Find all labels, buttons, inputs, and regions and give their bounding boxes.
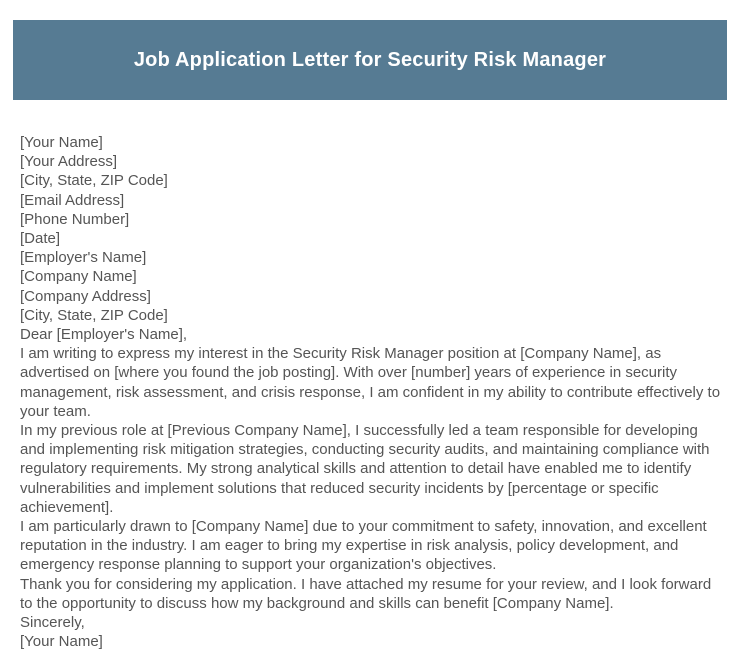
letter-contact-line: [City, State, ZIP Code] [20, 172, 168, 190]
letter-contact-line: [Company Name] [20, 268, 137, 286]
title-banner [13, 20, 727, 100]
letter-closing: Sincerely, [20, 614, 85, 632]
letter-contact-line: [Your Address] [20, 153, 118, 171]
letter-contact-line: [Your Name] [20, 134, 103, 151]
letter-paragraphs [20, 344, 722, 613]
letter-paragraph: Thank you for considering my application. I have attached my resume for your review, and I look forward to the opportunity to discuss how my background and skills can benefit [Company Name]. [20, 575, 712, 612]
letter-contact-line: [City, State, ZIP Code] [20, 306, 168, 324]
letter-contact-block [20, 133, 722, 325]
letter-salutation: Dear [Employer's Name], [20, 326, 188, 344]
letter-paragraph: I am writing to express my interest in the Security Risk Manager position at [Company Name], as advertised on [where you found the job posting]. With over [number] years of experience in security management, risk assessment, and crisis response, I am confident in my ability to contribute effectively to your team. [20, 345, 721, 420]
letter-paragraph: I am particularly drawn to [Company Name] due to your commitment to safety, innovation, and excellent reputation in the industry. I am eager to bring my expertise in risk analysis, policy development, and emergency response planning to support your organization's objectives. [20, 518, 707, 574]
letter-contact-line: [Date] [20, 230, 61, 248]
page-title: Job Application Letter for Security Risk Manager [133, 48, 607, 71]
letter-contact-line: [Company Address] [20, 287, 151, 305]
letter-paragraph: In my previous role at [Previous Company Name], I successfully led a team responsible for developing and implementing risk mitigation strategies, conducting security audits, and maintaining compliance with regulatory requirements. My strong analytical skills and attention to detail have enabled me to identify vulnerabilities and implement solutions that reduced security incidents by [percentage or specific achievement]. [20, 422, 710, 516]
letter-body [20, 133, 722, 651]
letter-contact-line: [Employer's Name] [20, 249, 147, 267]
letter-contact-line: [Phone Number] [20, 210, 130, 228]
letter-contact-line: [Email Address] [20, 191, 125, 209]
letter-signature: [Your Name] [20, 633, 103, 651]
